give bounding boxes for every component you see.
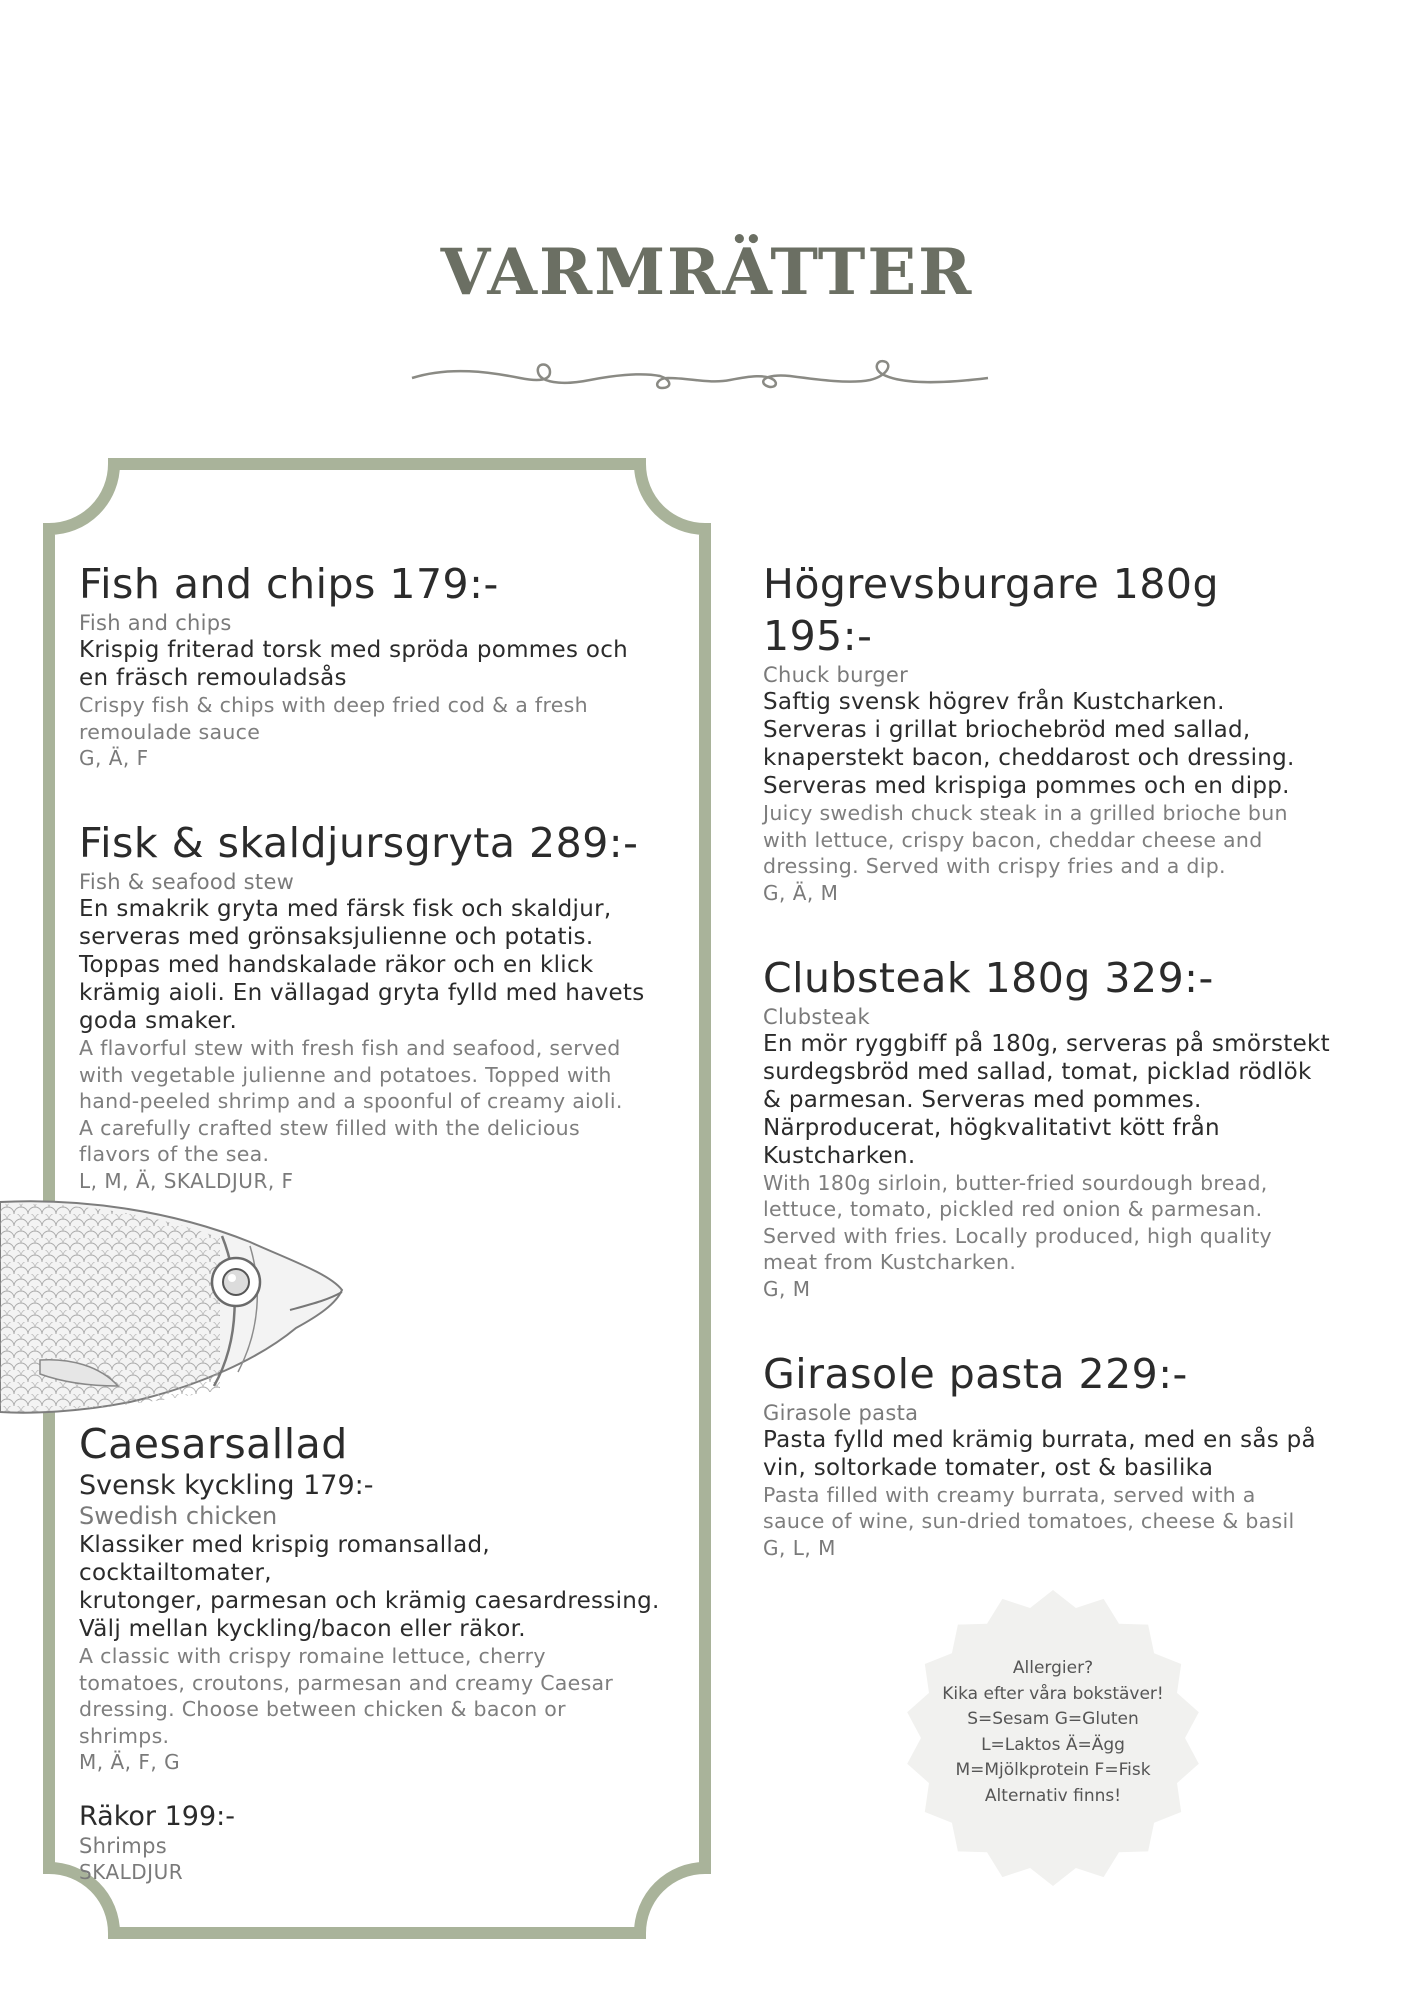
right-menu-column xyxy=(763,558,1363,1607)
desc-line: Pasta fylld med krämig burrata, med en sås på xyxy=(763,1426,1316,1453)
dish-alt-english: Shrimps xyxy=(79,1834,167,1858)
desc-line: shrimps. xyxy=(79,1723,170,1748)
desc-line: En smakrik gryta med färsk fisk och skaldjur, xyxy=(79,896,612,922)
dish-allergens: M, Ä, F, G xyxy=(79,1750,181,1774)
desc-line: En mör ryggbiff på 180g, serveras på smörstekt xyxy=(763,1030,1330,1057)
desc-line: tomatoes, croutons, parmesan and creamy Caesar xyxy=(79,1670,614,1695)
dish-name: Girasole pasta 229:- xyxy=(763,1349,1188,1398)
desc-line: krutonger, parmesan och krämig caesardressing. xyxy=(79,1588,660,1614)
desc-line: serveras med grönsaksjulienne och potatis. xyxy=(79,924,594,950)
menu-item-girasole-pasta xyxy=(763,1348,1363,1561)
desc-line: with vegetable julienne and potatoes. Topped with xyxy=(79,1062,612,1087)
dish-description-sv xyxy=(763,1426,1363,1482)
desc-line: meat from Kustcharken. xyxy=(763,1250,1017,1274)
dish-name-line: Högrevsburgare 180g xyxy=(763,560,1220,608)
desc-line: with lettuce, crispy bacon, cheddar cheese and xyxy=(763,827,1263,852)
menu-item-clubsteak xyxy=(763,952,1363,1302)
dish-description-en xyxy=(763,800,1363,880)
dish-description-en xyxy=(79,1035,679,1168)
desc-line: Crispy fish & chips with deep fried cod & a fresh xyxy=(79,693,588,717)
allergy-info-line: Alternativ finns! xyxy=(984,1785,1122,1806)
allergy-info xyxy=(903,1656,1203,1809)
allergy-info-line: Allergier? xyxy=(1012,1658,1094,1678)
dish-description-en xyxy=(79,1643,679,1749)
dish-description-sv xyxy=(79,1531,679,1643)
desc-line: flavors of the sea. xyxy=(79,1142,270,1166)
menu-item-caesar-salad xyxy=(79,1418,679,1885)
desc-line: Välj mellan kyckling/bacon eller räkor. xyxy=(79,1616,526,1642)
desc-line: en fräsch remouladsås xyxy=(79,665,347,691)
desc-line: goda smaker. xyxy=(79,1008,238,1034)
dish-english-name: Girasole pasta xyxy=(763,1400,919,1425)
allergy-info-line: L=Laktos Ä=Ägg xyxy=(981,1734,1125,1755)
desc-line: vin, soltorkade tomater, ost & basilika xyxy=(763,1454,1214,1481)
desc-line: Juicy swedish chuck steak in a grilled brioche bun xyxy=(763,801,1288,825)
desc-line: Krispig friterad torsk med spröda pommes och xyxy=(79,637,629,663)
desc-line: krämig aioli. En vällagad gryta fylld med havets xyxy=(79,980,645,1006)
dish-alt-name: Räkor 199:- xyxy=(79,1801,235,1832)
dish-description-en xyxy=(763,1482,1363,1535)
desc-line: A flavorful stew with fresh fish and seafood, served xyxy=(79,1036,621,1060)
dish-english-name: Chuck burger xyxy=(763,663,909,687)
left-menu-column xyxy=(79,558,679,1240)
desc-line: Pasta filled with creamy burrata, served with a xyxy=(763,1482,1256,1507)
allergy-info-line: S=Sesam G=Gluten xyxy=(967,1709,1139,1729)
dish-allergens: G, L, M xyxy=(763,1535,836,1560)
dish-name: Caesarsallad xyxy=(79,1420,348,1468)
dish-name: Clubsteak 180g 329:- xyxy=(763,953,1214,1002)
dish-description-en xyxy=(79,692,679,745)
desc-line: sauce of wine, sun-dried tomatoes, cheese & basil xyxy=(763,1509,1295,1533)
desc-line: Toppas med handskalade räkor och en klick xyxy=(79,952,594,978)
dish-name-line: 195:- xyxy=(763,612,873,660)
dish-allergens: G, Ä, F xyxy=(79,746,149,770)
menu-item-seafood-stew xyxy=(79,817,679,1194)
dish-name: Fisk & skaldjursgryta 289:- xyxy=(79,819,639,867)
dish-english-name: Fish & seafood stew xyxy=(79,870,295,894)
menu-item-chuck-burger xyxy=(763,558,1363,906)
desc-line: lettuce, tomato, pickled red onion & parmesan. xyxy=(763,1197,1263,1221)
dish-variant-english: Swedish chicken xyxy=(79,1502,278,1530)
desc-line: Klassiker med krispig romansallad, cocktailtomater, xyxy=(79,1532,491,1586)
dish-allergens: L, M, Ä, SKALDJUR, F xyxy=(79,1168,294,1193)
desc-line: Serveras med krispiga pommes och en dipp. xyxy=(763,773,1290,799)
desc-line: A classic with crispy romaine lettuce, cherry xyxy=(79,1644,546,1668)
dish-alt-allergens: SKALDJUR xyxy=(79,1860,184,1884)
dish-allergens: G, Ä, M xyxy=(763,880,839,905)
allergy-info-line: Kika efter våra bokstäver! xyxy=(942,1683,1164,1704)
dish-name: Fish and chips 179:- xyxy=(79,560,499,608)
dish-english-name: Fish and chips xyxy=(79,611,232,635)
desc-line: Serveras i grillat briochebröd med sallad, xyxy=(763,717,1251,743)
desc-line: Served with fries. Locally produced, high quality xyxy=(763,1223,1272,1248)
dish-description-sv xyxy=(763,688,1363,800)
desc-line: hand-peeled shrimp and a spoonful of creamy aioli. xyxy=(79,1089,623,1113)
dish-english-name: Clubsteak xyxy=(763,1004,870,1029)
dish-allergens: G, M xyxy=(763,1276,811,1301)
dish-description-sv xyxy=(763,1030,1363,1170)
dish-description-sv xyxy=(79,895,679,1035)
desc-line: dressing. Choose between chicken & bacon or xyxy=(79,1697,566,1721)
page-title: VARMRÄTTER xyxy=(440,235,974,310)
desc-line: With 180g sirloin, butter-fried sourdough bread, xyxy=(763,1170,1268,1195)
desc-line: Närproducerat, högkvalitativt kött från xyxy=(763,1114,1220,1141)
menu-item-fish-and-chips xyxy=(79,558,679,771)
desc-line: dressing. Served with crispy fries and a dip. xyxy=(763,854,1226,878)
dish-variant-name: Svensk kyckling 179:- xyxy=(79,1470,374,1501)
dish-name xyxy=(763,558,1363,662)
dish-description-sv xyxy=(79,636,679,692)
desc-line: remoulade sauce xyxy=(79,719,261,744)
allergy-info-line: M=Mjölkprotein F=Fisk xyxy=(955,1760,1151,1780)
desc-line: Kustcharken. xyxy=(763,1142,916,1169)
desc-line: Saftig svensk högrev från Kustcharken. xyxy=(763,689,1225,715)
desc-line: knaperstekt bacon, cheddarost och dressing. xyxy=(763,745,1295,771)
desc-line: & parmesan. Serveras med pommes. xyxy=(763,1086,1202,1113)
desc-line: surdegsbröd med sallad, tomat, picklad rödlök xyxy=(763,1058,1312,1085)
desc-line: A carefully crafted stew filled with the delicious xyxy=(79,1115,580,1140)
dish-description-en xyxy=(763,1170,1363,1276)
